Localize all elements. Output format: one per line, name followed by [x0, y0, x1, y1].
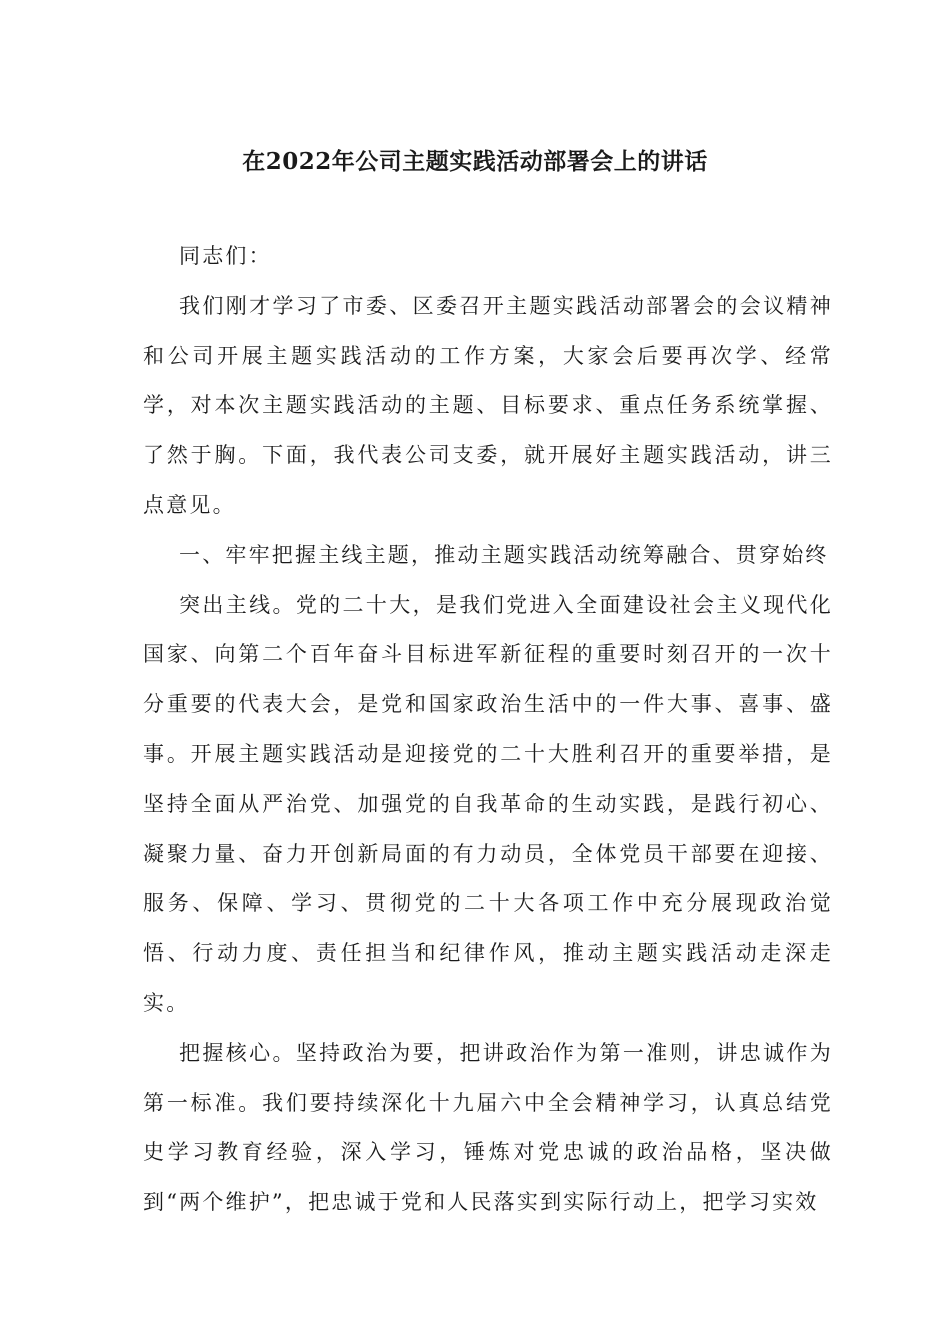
- greeting: 同志们：: [179, 244, 272, 268]
- document-body: [143, 232, 833, 1228]
- paragraph-core: 把握核心。坚持政治为要，把讲政治作为第一准则，讲忠诚作为第一标准。我们要持续深化十九届六中全会精神学习，认真总结党史学习教育经验，深入学习，锤炼对党忠诚的政治品格，坚决做到“两个维护”，把忠诚于党和人民落实到实际行动上，把学习实效: [143, 1040, 833, 1215]
- section-heading-1: 一、牢牢把握主线主题，推动主题实践活动统筹融合、贯穿始终: [179, 542, 829, 567]
- document-title: 在2022年公司主题实践活动部署会上的讲话: [242, 148, 708, 175]
- paragraph-main-line: 突出主线。党的二十大，是我们党进入全面建设社会主义现代化国家、向第二个百年奋斗目标进军新征程的重要时刻召开的一次十分重要的代表大会，是党和国家政治生活中的一件大事、喜事、盛事。开展主题实践活动是迎接党的二十大胜利召开的重要举措，是坚持全面从严治党、加强党的自我革命的生动实践，是践行初心、凝聚力量、奋力开创新局面的有力动员，全体党员干部要在迎接、服务、保障、学习、贯彻党的二十大各项工作中充分展现政治觉悟、行动力度、责任担当和纪律作风，推动主题实践活动走深走实。: [143, 592, 833, 1015]
- paragraph-intro: 我们刚才学习了市委、区委召开主题实践活动部署会的会议精神和公司开展主题实践活动的工作方案，大家会后要再次学、经常学，对本次主题实践活动的主题、目标要求、重点任务系统掌握、了然于胸。下面，我代表公司支委，就开展好主题实践活动，讲三点意见。: [143, 293, 833, 517]
